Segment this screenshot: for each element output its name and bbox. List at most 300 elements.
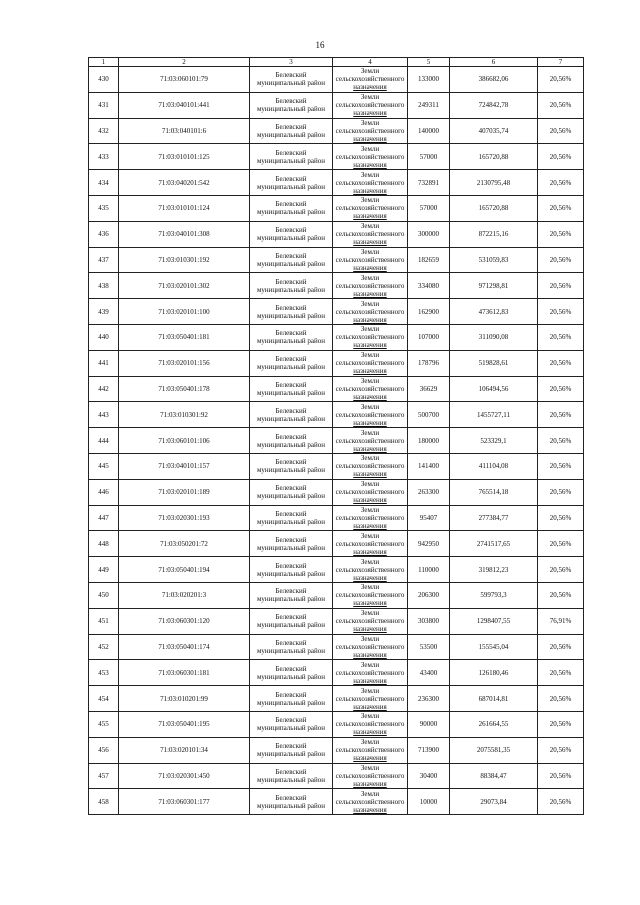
category-line: назначения — [353, 754, 387, 763]
row-number: 430 — [89, 67, 119, 93]
category-line: Земли — [360, 118, 380, 127]
row-number: 457 — [89, 763, 119, 789]
district-cell — [250, 428, 333, 454]
land-category-cell — [333, 479, 408, 505]
row-number: 432 — [89, 118, 119, 144]
category-line: назначения — [353, 805, 387, 814]
column-header: 4 — [333, 58, 408, 67]
district-line: Белевский — [275, 406, 307, 415]
cadastral-value: 319812,23 — [450, 557, 538, 583]
district-line: Белевский — [275, 432, 307, 441]
cadastral-value: 473612,83 — [450, 299, 538, 325]
category-line: Земли — [360, 686, 380, 695]
column-header: 1 — [89, 58, 119, 67]
district-line: муниципальный район — [256, 79, 326, 88]
cadastral-number: 71:03:010201:99 — [119, 686, 250, 712]
district-line: муниципальный район — [256, 569, 326, 578]
district-line: Белевский — [275, 664, 307, 673]
area-value: 162900 — [408, 299, 450, 325]
district-line: Белевский — [275, 380, 307, 389]
row-number: 439 — [89, 299, 119, 325]
district-line: муниципальный район — [256, 259, 326, 268]
cadastral-number: 71:03:050401:181 — [119, 324, 250, 350]
land-category-cell — [333, 221, 408, 247]
table-row — [89, 505, 584, 531]
category-line: Земли — [360, 170, 380, 179]
district-cell — [250, 273, 333, 299]
rate-percent: 20,56% — [538, 686, 584, 712]
district-line: муниципальный район — [256, 724, 326, 733]
category-line: Земли — [360, 531, 380, 540]
cadastral-value: 126180,46 — [450, 660, 538, 686]
land-category-cell — [333, 118, 408, 144]
land-category-cell — [333, 299, 408, 325]
category-line: сельскохозяйственного — [335, 694, 405, 703]
category-line: сельскохозяйственного — [335, 591, 405, 600]
cadastral-value: 407035,74 — [450, 118, 538, 144]
area-value: 942950 — [408, 531, 450, 557]
column-header: 6 — [450, 58, 538, 67]
cadastral-value: 29073,84 — [450, 789, 538, 815]
rate-percent: 20,56% — [538, 763, 584, 789]
category-line: сельскохозяйственного — [335, 462, 405, 471]
table-row — [89, 608, 584, 634]
table-row — [89, 376, 584, 402]
district-line: муниципальный район — [256, 234, 326, 243]
category-line: Земли — [360, 351, 380, 360]
land-category-cell — [333, 531, 408, 557]
district-line: муниципальный район — [256, 337, 326, 346]
category-line: назначения — [353, 418, 387, 427]
category-line: сельскохозяйственного — [335, 230, 405, 239]
area-value: 500700 — [408, 402, 450, 428]
area-value: 36629 — [408, 376, 450, 402]
area-value: 178796 — [408, 350, 450, 376]
district-line: муниципальный район — [256, 130, 326, 139]
rate-percent: 20,56% — [538, 582, 584, 608]
row-number: 435 — [89, 195, 119, 221]
cadastral-value: 599793,3 — [450, 582, 538, 608]
cadastral-number: 71:03:040101:157 — [119, 453, 250, 479]
area-value: 236300 — [408, 686, 450, 712]
table-row — [89, 350, 584, 376]
land-category-cell — [333, 737, 408, 763]
table-row — [89, 195, 584, 221]
category-line: назначения — [353, 186, 387, 195]
category-line: назначения — [353, 134, 387, 143]
row-number: 448 — [89, 531, 119, 557]
land-category-cell — [333, 350, 408, 376]
rate-percent: 20,56% — [538, 118, 584, 144]
row-number: 449 — [89, 557, 119, 583]
row-number: 444 — [89, 428, 119, 454]
land-category-cell — [333, 505, 408, 531]
category-line: сельскохозяйственного — [335, 565, 405, 574]
area-value: 57000 — [408, 144, 450, 170]
cadastral-value: 1298407,55 — [450, 608, 538, 634]
district-cell — [250, 118, 333, 144]
cadastral-value: 261664,55 — [450, 711, 538, 737]
land-category-cell — [333, 324, 408, 350]
rate-percent: 20,56% — [538, 144, 584, 170]
area-value: 303800 — [408, 608, 450, 634]
category-line: сельскохозяйственного — [335, 513, 405, 522]
district-cell — [250, 195, 333, 221]
cadastral-value: 531059,83 — [450, 247, 538, 273]
district-line: муниципальный район — [256, 311, 326, 320]
category-line: Земли — [360, 634, 380, 643]
district-line: муниципальный район — [256, 672, 326, 681]
district-cell — [250, 711, 333, 737]
page-number: 16 — [315, 40, 325, 50]
area-value: 110000 — [408, 557, 450, 583]
category-line: Земли — [360, 402, 380, 411]
district-cell — [250, 376, 333, 402]
district-cell — [250, 144, 333, 170]
land-category-cell — [333, 273, 408, 299]
cadastral-number: 71:03:020101:302 — [119, 273, 250, 299]
category-line: сельскохозяйственного — [335, 488, 405, 497]
district-cell — [250, 479, 333, 505]
area-value: 53500 — [408, 634, 450, 660]
cadastral-number: 71:03:010301:92 — [119, 402, 250, 428]
table-row — [89, 170, 584, 196]
category-line: сельскохозяйственного — [335, 75, 405, 84]
district-cell — [250, 737, 333, 763]
district-cell — [250, 686, 333, 712]
district-line: муниципальный район — [256, 105, 326, 114]
rate-percent: 20,56% — [538, 789, 584, 815]
district-line: муниципальный район — [256, 363, 326, 372]
area-value: 95407 — [408, 505, 450, 531]
category-line: назначения — [353, 109, 387, 118]
rate-percent: 20,56% — [538, 350, 584, 376]
category-line: назначения — [353, 573, 387, 582]
cadastral-number: 71:03:020301:450 — [119, 763, 250, 789]
district-cell — [250, 608, 333, 634]
category-line: сельскохозяйственного — [335, 178, 405, 187]
district-line: Белевский — [275, 355, 307, 364]
area-value: 249311 — [408, 92, 450, 118]
district-line: Белевский — [275, 200, 307, 209]
rate-percent: 20,56% — [538, 92, 584, 118]
table-row — [89, 531, 584, 557]
district-cell — [250, 350, 333, 376]
cadastral-value: 687014,81 — [450, 686, 538, 712]
land-category-cell — [333, 376, 408, 402]
cadastral-number: 71:03:020101:189 — [119, 479, 250, 505]
district-line: Белевский — [275, 638, 307, 647]
cadastral-number: 71:03:040101:441 — [119, 92, 250, 118]
area-value: 90000 — [408, 711, 450, 737]
district-line: муниципальный район — [256, 775, 326, 784]
row-number: 458 — [89, 789, 119, 815]
category-line: Земли — [360, 222, 380, 231]
district-line: Белевский — [275, 561, 307, 570]
table-row — [89, 92, 584, 118]
category-line: сельскохозяйственного — [335, 410, 405, 419]
category-line: назначения — [353, 392, 387, 401]
rate-percent: 20,56% — [538, 195, 584, 221]
rate-percent: 20,56% — [538, 67, 584, 93]
district-line: Белевский — [275, 226, 307, 235]
category-line: Земли — [360, 712, 380, 721]
category-line: сельскохозяйственного — [335, 617, 405, 626]
cadastral-value: 155545,04 — [450, 634, 538, 660]
rate-percent: 20,56% — [538, 428, 584, 454]
rate-percent: 20,56% — [538, 376, 584, 402]
cadastral-value: 165720,88 — [450, 144, 538, 170]
row-number: 453 — [89, 660, 119, 686]
district-cell — [250, 92, 333, 118]
land-category-cell — [333, 195, 408, 221]
area-value: 206300 — [408, 582, 450, 608]
rate-percent: 20,56% — [538, 170, 584, 196]
category-line: Земли — [360, 763, 380, 772]
row-number: 450 — [89, 582, 119, 608]
district-cell — [250, 582, 333, 608]
cadastral-number: 71:03:050401:178 — [119, 376, 250, 402]
category-line: Земли — [360, 660, 380, 669]
row-number: 436 — [89, 221, 119, 247]
district-cell — [250, 453, 333, 479]
district-line: муниципальный район — [256, 182, 326, 191]
table-row — [89, 324, 584, 350]
cadastral-number: 71:03:060101:106 — [119, 428, 250, 454]
table-row — [89, 247, 584, 273]
land-category-cell — [333, 582, 408, 608]
category-line: Земли — [360, 480, 380, 489]
rate-percent: 20,56% — [538, 505, 584, 531]
land-category-cell — [333, 428, 408, 454]
category-line: назначения — [353, 212, 387, 221]
land-category-cell — [333, 763, 408, 789]
category-line: Земли — [360, 247, 380, 256]
land-category-cell — [333, 92, 408, 118]
table-row — [89, 479, 584, 505]
rate-percent: 20,56% — [538, 660, 584, 686]
table-row — [89, 299, 584, 325]
row-number: 446 — [89, 479, 119, 505]
cadastral-number: 71:03:050401:195 — [119, 711, 250, 737]
row-number: 455 — [89, 711, 119, 737]
land-category-cell — [333, 144, 408, 170]
cadastral-number: 71:03:050401:174 — [119, 634, 250, 660]
cadastral-number: 71:03:040201:542 — [119, 170, 250, 196]
table-row — [89, 660, 584, 686]
district-line: муниципальный район — [256, 440, 326, 449]
category-line: назначения — [353, 238, 387, 247]
cadastral-number: 71:03:010301:192 — [119, 247, 250, 273]
district-line: Белевский — [275, 716, 307, 725]
area-value: 30400 — [408, 763, 450, 789]
table-row — [89, 737, 584, 763]
table-row — [89, 763, 584, 789]
area-value: 10000 — [408, 789, 450, 815]
category-line: назначения — [353, 625, 387, 634]
district-cell — [250, 557, 333, 583]
rate-percent: 20,56% — [538, 479, 584, 505]
area-value: 334080 — [408, 273, 450, 299]
district-cell — [250, 634, 333, 660]
district-cell — [250, 324, 333, 350]
cadastral-value: 106494,56 — [450, 376, 538, 402]
cadastral-value: 872215,16 — [450, 221, 538, 247]
cadastral-value: 1455727,11 — [450, 402, 538, 428]
category-line: назначения — [353, 315, 387, 324]
cadastral-number: 71:03:060301:181 — [119, 660, 250, 686]
category-line: Земли — [360, 299, 380, 308]
district-cell — [250, 402, 333, 428]
table-row — [89, 686, 584, 712]
category-line: Земли — [360, 428, 380, 437]
land-category-cell — [333, 453, 408, 479]
table-row — [89, 428, 584, 454]
row-number: 434 — [89, 170, 119, 196]
category-line: назначения — [353, 599, 387, 608]
district-line: муниципальный район — [256, 750, 326, 759]
cadastral-number: 71:03:040101:308 — [119, 221, 250, 247]
category-line: сельскохозяйственного — [335, 539, 405, 548]
area-value: 141400 — [408, 453, 450, 479]
category-line: сельскохозяйственного — [335, 642, 405, 651]
district-cell — [250, 67, 333, 93]
district-line: Белевский — [275, 458, 307, 467]
cadastral-value: 2741517,65 — [450, 531, 538, 557]
row-number: 452 — [89, 634, 119, 660]
district-cell — [250, 531, 333, 557]
cadastral-value: 523329,1 — [450, 428, 538, 454]
category-line: назначения — [353, 728, 387, 737]
category-line: сельскохозяйственного — [335, 771, 405, 780]
cadastral-number: 71:03:010101:125 — [119, 144, 250, 170]
rate-percent: 20,56% — [538, 453, 584, 479]
category-line: назначения — [353, 676, 387, 685]
rate-percent: 20,56% — [538, 221, 584, 247]
land-category-cell — [333, 67, 408, 93]
cadastral-value: 88384,47 — [450, 763, 538, 789]
table-row — [89, 453, 584, 479]
rate-percent: 20,56% — [538, 324, 584, 350]
category-line: назначения — [353, 650, 387, 659]
category-line: сельскохозяйственного — [335, 720, 405, 729]
district-line: Белевский — [275, 484, 307, 493]
category-line: назначения — [353, 160, 387, 169]
cadastral-value: 2075581,35 — [450, 737, 538, 763]
category-line: назначения — [353, 83, 387, 92]
category-line: сельскохозяйственного — [335, 333, 405, 342]
district-line: Белевский — [275, 535, 307, 544]
category-line: назначения — [353, 702, 387, 711]
category-line: назначения — [353, 547, 387, 556]
category-line: Земли — [360, 454, 380, 463]
district-line: Белевский — [275, 71, 307, 80]
row-number: 447 — [89, 505, 119, 531]
land-category-cell — [333, 660, 408, 686]
rate-percent: 20,56% — [538, 299, 584, 325]
category-line: назначения — [353, 496, 387, 505]
cadastral-value: 2130795,48 — [450, 170, 538, 196]
row-number: 438 — [89, 273, 119, 299]
category-line: назначения — [353, 444, 387, 453]
district-line: муниципальный район — [256, 595, 326, 604]
rate-percent: 76,91% — [538, 608, 584, 634]
category-line: сельскохозяйственного — [335, 668, 405, 677]
row-number: 441 — [89, 350, 119, 376]
land-category-cell — [333, 608, 408, 634]
category-line: Земли — [360, 67, 380, 76]
row-number: 433 — [89, 144, 119, 170]
row-number: 431 — [89, 92, 119, 118]
category-line: назначения — [353, 263, 387, 272]
land-category-cell — [333, 557, 408, 583]
district-cell — [250, 789, 333, 815]
column-header: 5 — [408, 58, 450, 67]
cadastral-value: 277384,77 — [450, 505, 538, 531]
category-line: назначения — [353, 341, 387, 350]
cadastral-number: 71:03:060301:120 — [119, 608, 250, 634]
table-row — [89, 711, 584, 737]
district-line: Белевский — [275, 122, 307, 131]
district-cell — [250, 247, 333, 273]
cadastral-number: 71:03:020101:100 — [119, 299, 250, 325]
column-number-row — [89, 58, 584, 67]
district-line: муниципальный район — [256, 492, 326, 501]
row-number: 443 — [89, 402, 119, 428]
district-line: Белевский — [275, 97, 307, 106]
cadastral-number: 71:03:020201:3 — [119, 582, 250, 608]
rate-percent: 20,56% — [538, 634, 584, 660]
district-line: муниципальный район — [256, 285, 326, 294]
district-line: Белевский — [275, 329, 307, 338]
district-line: Белевский — [275, 509, 307, 518]
cadastral-value: 724842,78 — [450, 92, 538, 118]
cadastral-number: 71:03:050201:72 — [119, 531, 250, 557]
district-line: Белевский — [275, 148, 307, 157]
district-line: муниципальный район — [256, 543, 326, 552]
district-cell — [250, 221, 333, 247]
row-number: 451 — [89, 608, 119, 634]
rate-percent: 20,56% — [538, 247, 584, 273]
rate-percent: 20,56% — [538, 737, 584, 763]
category-line: Земли — [360, 196, 380, 205]
row-number: 456 — [89, 737, 119, 763]
land-register-table — [88, 57, 584, 815]
category-line: Земли — [360, 93, 380, 102]
cadastral-number: 71:03:050401:194 — [119, 557, 250, 583]
district-line: муниципальный район — [256, 517, 326, 526]
cadastral-value: 165720,88 — [450, 195, 538, 221]
category-line: Земли — [360, 376, 380, 385]
category-line: сельскохозяйственного — [335, 101, 405, 110]
district-line: Белевский — [275, 251, 307, 260]
table-row — [89, 582, 584, 608]
cadastral-number: 71:03:040101:6 — [119, 118, 250, 144]
rate-percent: 20,56% — [538, 711, 584, 737]
area-value: 713900 — [408, 737, 450, 763]
district-line: муниципальный район — [256, 208, 326, 217]
category-line: сельскохозяйственного — [335, 126, 405, 135]
cadastral-value: 386682,06 — [450, 67, 538, 93]
district-cell — [250, 660, 333, 686]
district-line: муниципальный район — [256, 414, 326, 423]
district-line: Белевский — [275, 277, 307, 286]
category-line: сельскохозяйственного — [335, 152, 405, 161]
land-category-cell — [333, 402, 408, 428]
land-category-cell — [333, 686, 408, 712]
district-line: Белевский — [275, 303, 307, 312]
land-category-cell — [333, 789, 408, 815]
